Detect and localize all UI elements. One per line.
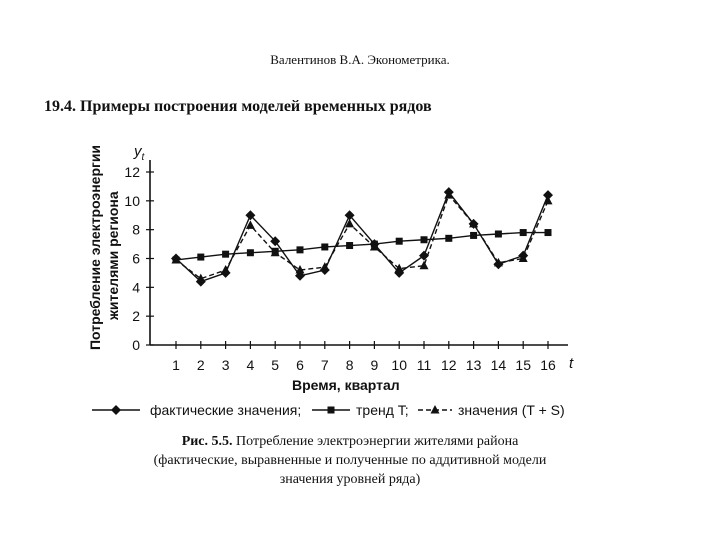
- data-point: [445, 235, 452, 242]
- caption-line3: значения уровней ряда): [279, 472, 421, 487]
- x-tick-label: 14: [490, 357, 507, 373]
- legend-label: тренд T;: [356, 402, 409, 418]
- data-point: [520, 229, 527, 236]
- y-tick-label: 2: [132, 308, 140, 325]
- y-tick-label: 8: [132, 221, 140, 238]
- data-point: [247, 249, 254, 256]
- chart-series: [171, 187, 553, 286]
- data-point: [346, 242, 353, 249]
- y-axis-symbol: $y_t$: [134, 143, 145, 163]
- data-point: [111, 405, 121, 415]
- x-axis-symbol: t: [569, 355, 574, 372]
- x-tick-label: 11: [416, 357, 432, 373]
- data-point: [396, 238, 403, 245]
- y-axis-label-line1: Потребление электроэнергии: [87, 144, 103, 350]
- x-tick-label: 4: [246, 357, 255, 373]
- data-point: [297, 246, 304, 253]
- y-tick-label: 6: [132, 250, 140, 267]
- figure-caption: [70, 432, 630, 489]
- x-tick-label: 13: [465, 357, 482, 373]
- x-tick-label: 1: [172, 357, 180, 373]
- legend-item-3: [418, 402, 565, 418]
- x-tick-label: 10: [391, 357, 407, 373]
- x-tick-label: 7: [320, 357, 329, 373]
- data-point: [328, 407, 335, 414]
- legend-label: значения (T + S): [458, 402, 565, 418]
- section-title: 19.4. Примеры построения моделей временных рядов: [44, 98, 432, 115]
- page-header: Валентинов В.А. Эконометрика.: [270, 52, 450, 67]
- data-point: [495, 230, 502, 237]
- data-point: [321, 243, 328, 250]
- data-point: [544, 196, 553, 205]
- series-line: [176, 195, 548, 279]
- data-point: [197, 254, 204, 261]
- data-point: [431, 405, 440, 414]
- y-tick-label: 12: [124, 164, 140, 180]
- y-tick-label: 0: [132, 337, 140, 353]
- chart-ticks: [124, 164, 556, 373]
- x-tick-label: 5: [271, 357, 280, 373]
- y-tick-label: 10: [124, 192, 140, 209]
- legend-item-2: [312, 402, 409, 418]
- x-tick-label: 15: [515, 357, 531, 373]
- data-point: [545, 229, 552, 236]
- data-point: [222, 251, 229, 258]
- caption-line2: (фактические, выравненные и полученные по аддитивной модели: [153, 453, 547, 468]
- chart-axes: [150, 160, 568, 345]
- x-tick-label: 2: [196, 357, 205, 373]
- legend-item-1: [92, 402, 301, 418]
- x-tick-label: 16: [540, 357, 556, 373]
- x-tick-label: 3: [221, 357, 230, 373]
- legend-label: фактические значения;: [150, 402, 302, 418]
- chart-legend: [92, 402, 565, 418]
- series-line: [176, 233, 548, 260]
- caption-line1: Потребление электроэнергии жителями района: [236, 434, 519, 449]
- x-axis-label: Время, квартал: [292, 377, 400, 393]
- x-tick-label: 8: [345, 357, 354, 373]
- x-tick-label: 6: [296, 357, 304, 373]
- x-tick-label: 12: [441, 357, 457, 373]
- data-point: [421, 236, 428, 243]
- y-axis-label-line2: жителями региона: [105, 191, 121, 320]
- data-point: [470, 232, 477, 239]
- data-point: [420, 261, 429, 270]
- caption-label: Рис. 5.5.: [181, 434, 233, 449]
- series-line: [176, 192, 548, 281]
- x-tick-label: 9: [370, 357, 379, 373]
- y-tick-label: 4: [132, 279, 140, 296]
